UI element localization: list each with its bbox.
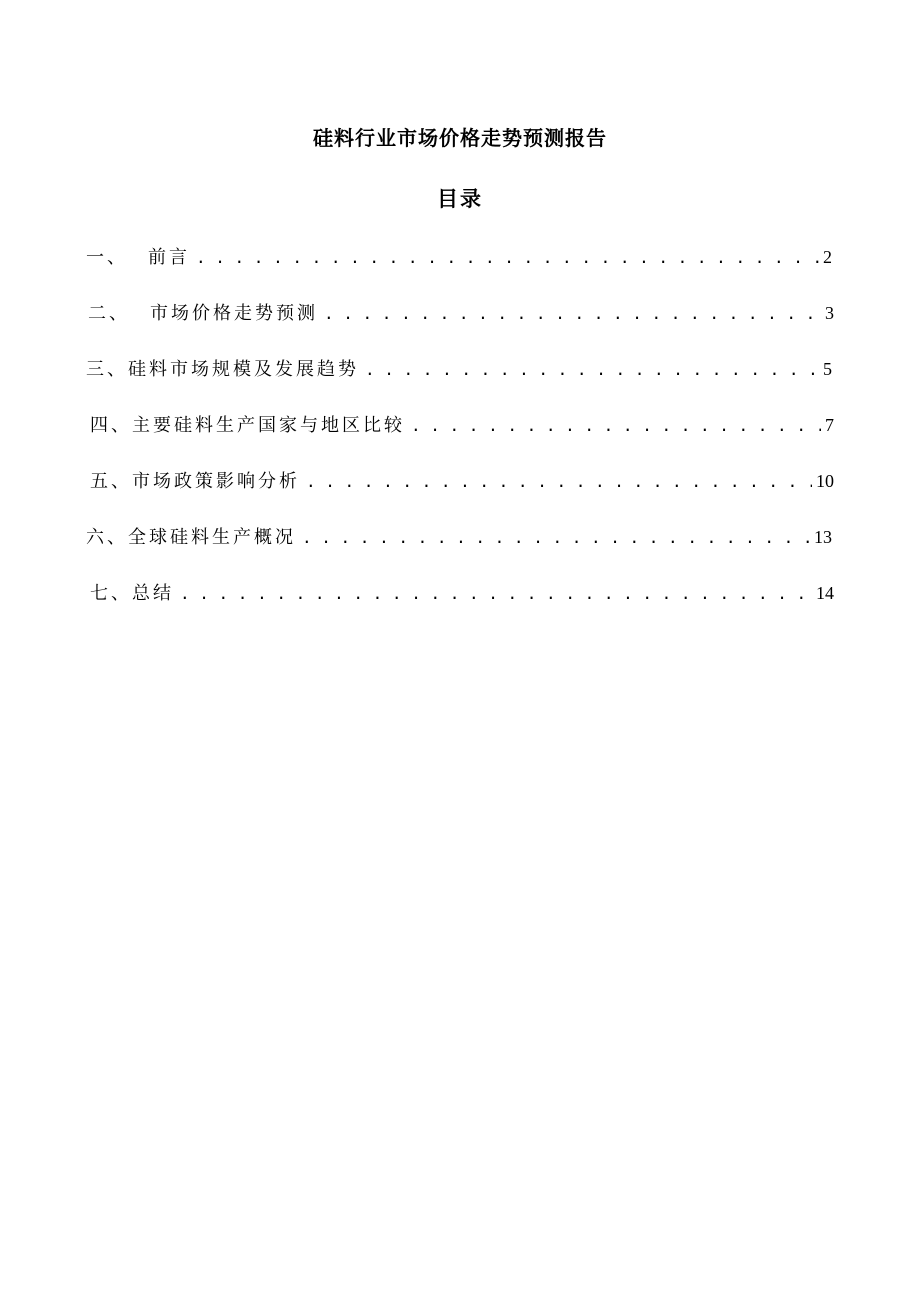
toc-entry-number: 三、: [86, 359, 128, 380]
toc-entry-page: 10: [816, 471, 834, 491]
toc-leader-dots: [306, 467, 812, 497]
toc-entry-6[interactable]: [86, 522, 832, 552]
toc-entry-number: 五、: [90, 471, 132, 492]
toc-entry-title: 主要硅料生产国家与地区比较: [132, 415, 405, 436]
toc-entry-page: 5: [823, 359, 832, 379]
toc-entry-page: 14: [816, 583, 834, 603]
toc-entry-7[interactable]: [90, 578, 834, 608]
toc-entry-number: 六、: [86, 527, 128, 548]
toc-entry-page: 3: [825, 303, 834, 323]
toc-entry-5[interactable]: [90, 466, 834, 496]
document-title: 硅料行业市场价格走势预测报告: [313, 126, 607, 150]
toc-entry-number: 二、: [88, 303, 130, 324]
toc-entry-1[interactable]: [86, 242, 832, 272]
toc-entry-2[interactable]: [88, 298, 834, 328]
toc-leader-dots: [302, 523, 810, 553]
toc-entry-title: 总结: [132, 583, 174, 604]
toc-leader-dots: [324, 299, 821, 329]
toc-leader-dots: [411, 411, 821, 441]
toc-leader-dots: [196, 243, 819, 273]
toc-entry-number: 七、: [90, 583, 132, 604]
toc-leader-dots: [365, 355, 819, 385]
toc-entry-4[interactable]: [90, 410, 834, 440]
toc-entry-title: 硅料市场规模及发展趋势: [128, 359, 359, 380]
toc-entry-3[interactable]: [86, 354, 832, 384]
toc-entry-title: 全球硅料生产概况: [128, 527, 296, 548]
toc-leader-dots: [180, 579, 812, 609]
toc-entry-number: 四、: [90, 415, 132, 436]
toc-entry-title: 前言: [148, 247, 190, 268]
toc-entry-title: 市场政策影响分析: [132, 471, 300, 492]
toc-entry-page: 13: [814, 527, 832, 547]
toc-entry-page: 7: [825, 415, 834, 435]
toc-entry-title: 市场价格走势预测: [150, 303, 318, 324]
toc-heading: 目录: [437, 187, 483, 211]
toc-entry-page: 2: [823, 247, 832, 267]
toc-entry-number: 一、: [86, 247, 128, 268]
